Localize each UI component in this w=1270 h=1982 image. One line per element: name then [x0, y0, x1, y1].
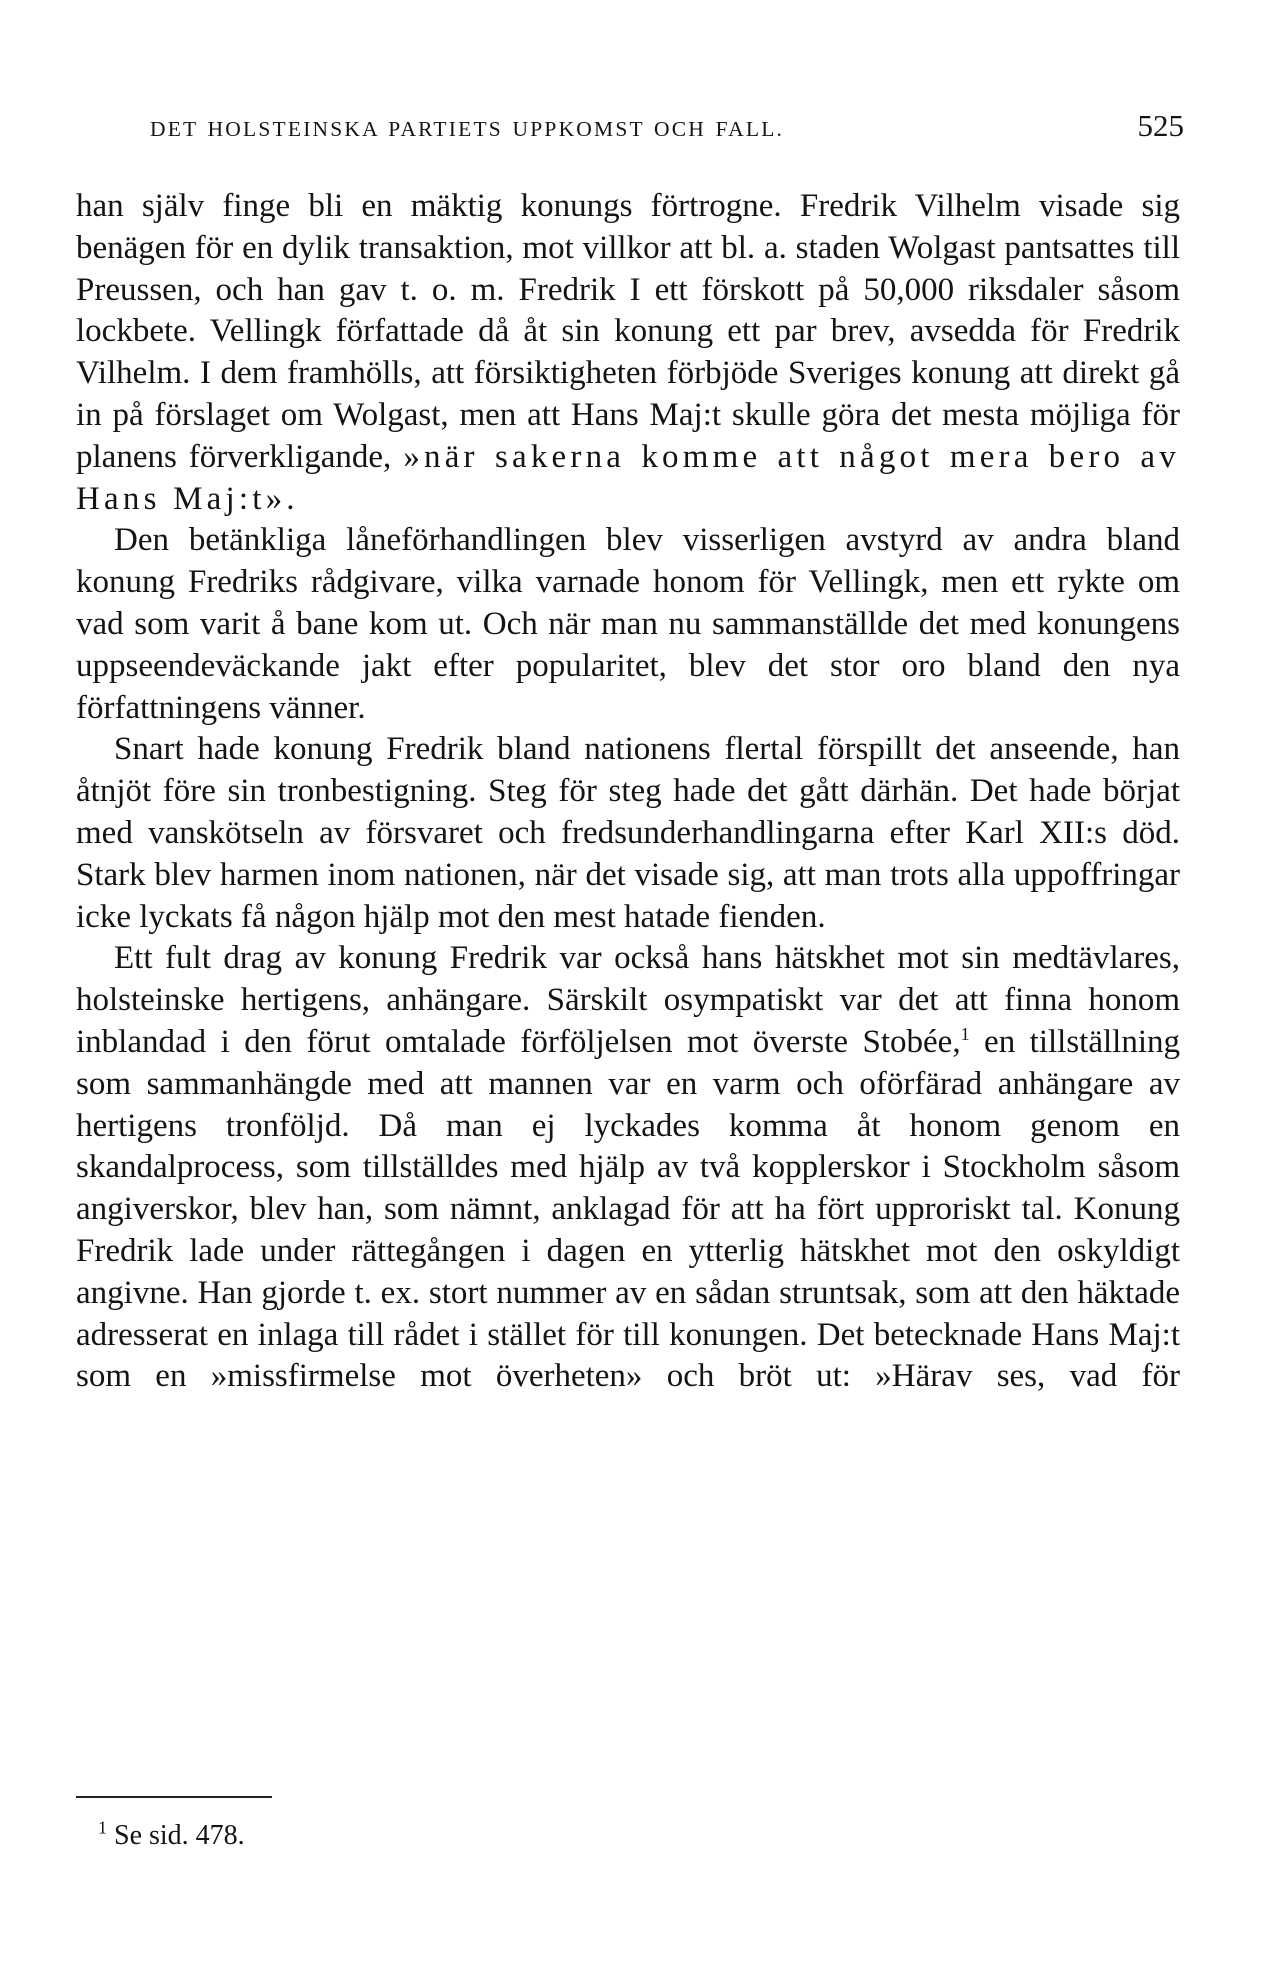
paragraph-3: Snart hade konung Fredrik bland nationens flertal förspillt det anseende, han åtnjöt före sin tronbestigning. Steg för steg hade det gått därhän. Det hade börjat med vanskötseln av försvaret och fredsunderhandlingarna efter Karl XII:s död. Stark blev harmen inom nationen, när det visade sig, att man trots alla uppoffringar icke lyckats få någon hjälp mot den mest hatade fienden. [76, 731, 1180, 935]
footnote [98, 1818, 245, 1854]
paragraph-4-text-b: en tillställning som sammanhängde med att mannen var en varm och oförfärad anhängare av hertigens tronföljd. Då man ej lyckades komma åt honom genom en skandalprocess, som tillställdes med hjälp av två kopplerskor i Stockholm såsom angiverskor, blev han, som nämnt, anklagad för att ha fört upproriskt tal. Konung Fredrik lade under rättegången i dagen en ytterlig hätskhet mot den oskyldigt angivne. Han gjorde t. ex. stort nummer av en sådan struntsak, som att den häktade adresserat en inlaga till rådet i stället för till konungen. Det betecknade Hans Maj:t som en »missfirmelse mot överheten» och bröt ut: »Härav ses, vad för [76, 1023, 1180, 1395]
emphasized-quote: »när sakerna komme att något mera bero av Hans Maj:t» [76, 438, 1180, 517]
running-header [150, 108, 1184, 148]
page-number: 525 [1137, 108, 1184, 143]
paragraph-1-text: han själv finge bli en mäktig konungs förtrogne. Fredrik Vilhelm visade sig benägen för en dylik transaktion, mot villkor att bl. a. staden Wolgast pantsattes till Preussen, och han gav t. o. m. Fredrik I ett förskott på 50,000 riksdaler såsom lockbete. Vellingk författade då åt sin konung ett par brev, avsedda för Fredrik Vilhelm. I dem framhölls, att försiktigheten förbjöde Sveriges konung att direkt gå in på förslaget om Wolgast, men att Hans Maj:t skulle göra det mesta möjliga för planens förverkligande, [76, 188, 1180, 475]
body-text [76, 186, 1180, 1398]
paragraph-4-text-a: Ett fult drag av konung Fredrik var också hans hätskhet mot sin medtävlares, holsteinske hertigens, anhängare. Särskilt osympatiskt var det att finna honom inblandad i den förut omtalade förföljelsen mot överste Stobée, [76, 940, 1180, 1060]
paragraph-1 [76, 186, 1180, 520]
footnote-text: Se sid. 478. [114, 1820, 245, 1851]
paragraph-2: Den betänkliga låneförhandlingen blev visserligen avstyrd av andra bland konung Fredriks rådgivare, vilka varnade honom för Vellingk, men ett rykte om vad som varit å bane kom ut. Och när man nu sammanställde det med konungens uppseendeväckande jakt efter popularitet, blev det stor oro bland den nya författningens vänner. [76, 522, 1180, 726]
footnote-marker: 1 [98, 1817, 107, 1838]
running-title: DET HOLSTEINSKA PARTIETS UPPKOMST OCH FALL. [150, 117, 785, 141]
paragraph-4 [76, 938, 1180, 1398]
paragraph-1-end: . [286, 480, 295, 517]
footnote-reference: 1 [960, 1023, 970, 1044]
footnote-divider [76, 1796, 272, 1798]
